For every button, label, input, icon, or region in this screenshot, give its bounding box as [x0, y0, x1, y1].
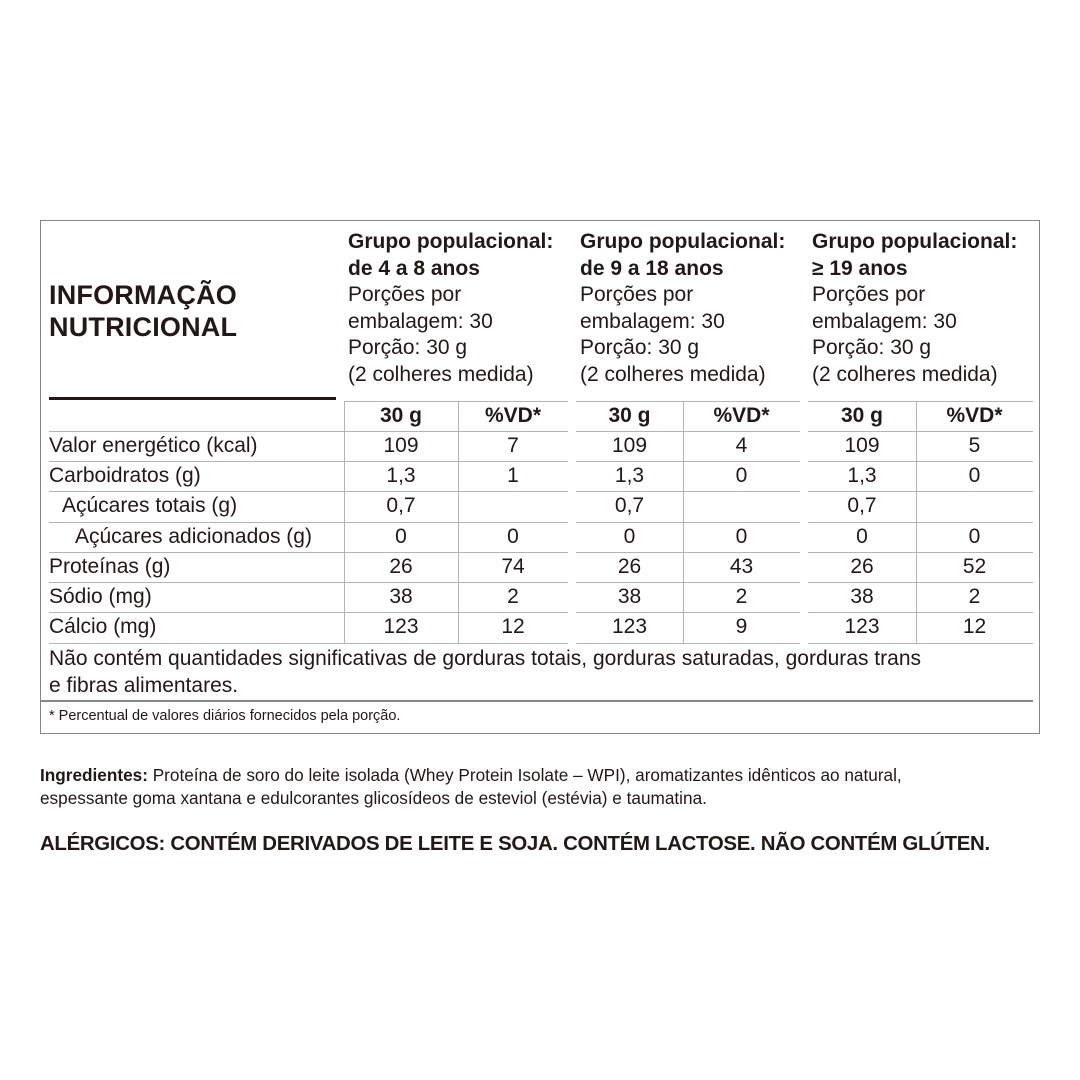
cell-value: 38: [850, 585, 874, 608]
cell-value: 0: [395, 525, 407, 548]
portion: Porção: 30 g: [348, 336, 468, 359]
cell-value: 2: [735, 585, 748, 608]
title-rule: [49, 397, 336, 400]
nutrition-note: [49, 645, 1034, 699]
group-title: Grupo populacional:: [580, 230, 786, 253]
servings-label: Porções por: [812, 283, 926, 306]
cell-value: [916, 491, 1033, 521]
servings-value: embalagem: 30: [580, 309, 725, 333]
cell-value: 4: [735, 434, 748, 457]
cell-value: 0: [623, 525, 636, 548]
footnote: * Percentual de valores diários fornecidos pela porção.: [49, 708, 401, 724]
group-header-19-plus: [812, 229, 1037, 388]
portion: Porção: 30 g: [812, 336, 932, 359]
cell-value: 38: [389, 585, 413, 608]
ingredients-label: Ingredientes:: [40, 765, 148, 785]
cell-value: 0: [507, 525, 519, 548]
col-header-amount: 30 g: [840, 404, 884, 427]
servings-label: Porções por: [348, 283, 462, 306]
row-label: Açúcares totais (g): [62, 494, 238, 517]
col-header-dv: %VD*: [946, 404, 1003, 427]
group-age: de 4 a 8 anos: [348, 256, 480, 280]
row-label: Cálcio (mg): [49, 615, 157, 638]
group-header-4-8: [348, 229, 573, 388]
cell-value: 0: [968, 525, 981, 548]
cell-value: 52: [962, 555, 987, 578]
cell-value: 123: [611, 615, 648, 638]
portion-measure: (2 colheres medida): [812, 362, 998, 386]
note-line-1: Não contém quantidades significativas de gorduras totais, gorduras saturadas, gorduras trans: [49, 647, 921, 670]
col-header-amount: 30 g: [379, 404, 423, 427]
portion-measure: (2 colheres medida): [580, 362, 766, 386]
cell-value: 1,3: [614, 464, 645, 487]
group-header-9-18: [580, 229, 805, 388]
cell-value: 12: [501, 615, 525, 638]
cell-value: 109: [383, 434, 419, 457]
note-line-2: e fibras alimentares.: [49, 674, 239, 697]
portion-measure: (2 colheres medida): [348, 362, 534, 386]
group-age: ≥ 19 anos: [812, 256, 908, 280]
cell-value: 0: [735, 525, 748, 548]
cell-value: 2: [968, 585, 981, 608]
cell-value: 109: [611, 434, 648, 457]
cell-value: 26: [389, 555, 413, 578]
cell-value: 9: [735, 615, 748, 638]
cell-value: 123: [383, 615, 419, 638]
cell-value: 0,7: [614, 494, 645, 517]
cell-value: 5: [968, 434, 981, 457]
group-age: de 9 a 18 anos: [580, 256, 724, 280]
col-header-dv: %VD*: [713, 404, 770, 427]
ingredients-text: [40, 764, 1050, 810]
title-line-2: NUTRICIONAL: [49, 312, 238, 342]
cell-value: [458, 491, 568, 521]
cell-value: 1,3: [386, 464, 416, 487]
footnote-rule: [40, 700, 1033, 702]
cell-value: 109: [844, 434, 880, 457]
servings-value: embalagem: 30: [812, 309, 957, 333]
col-header-amount: 30 g: [608, 404, 651, 427]
ingredients-line-2: espessante goma xantana e edulcorantes glicosídeos de esteviol (estévia) e taumatina.: [40, 788, 707, 808]
cell-value: 7: [507, 434, 519, 457]
servings-value: embalagem: 30: [348, 309, 493, 333]
group-title: Grupo populacional:: [348, 230, 554, 253]
cell-value: [683, 491, 800, 521]
row-label: Carboidratos (g): [49, 464, 201, 487]
row-label: Proteínas (g): [49, 555, 171, 578]
group-title: Grupo populacional:: [812, 230, 1018, 253]
cell-value: 0: [856, 525, 868, 548]
cell-value: 123: [844, 615, 880, 638]
cell-value: 0,7: [386, 494, 416, 517]
portion: Porção: 30 g: [580, 336, 700, 359]
cell-value: 43: [729, 555, 754, 578]
servings-label: Porções por: [580, 283, 694, 306]
cell-value: 0,7: [847, 494, 877, 517]
ingredients-line-1: Proteína de soro do leite isolada (Whey Protein Isolate – WPI), aromatizantes idênticos ao natural,: [147, 765, 902, 785]
row-label: Sódio (mg): [49, 585, 152, 608]
cell-value: 2: [507, 585, 519, 608]
title-line-1: INFORMAÇÃO: [49, 280, 237, 310]
cell-value: 0: [735, 464, 748, 487]
row-label: Valor energético (kcal): [49, 434, 258, 457]
allergens-statement: ALÉRGICOS: CONTÉM DERIVADOS DE LEITE E SOJA. CONTÉM LACTOSE. NÃO CONTÉM GLÚTEN.: [40, 833, 990, 855]
cell-value: 26: [850, 555, 874, 578]
cell-value: 38: [617, 585, 642, 608]
cell-value: 0: [968, 464, 981, 487]
cell-value: 74: [501, 555, 525, 578]
row-label: Açúcares adicionados (g): [75, 525, 312, 548]
nutrition-title: [49, 279, 339, 343]
col-header-dv: %VD*: [484, 404, 542, 427]
cell-value: 1: [507, 464, 519, 487]
cell-value: 12: [962, 615, 987, 638]
cell-value: 26: [617, 555, 642, 578]
cell-value: 1,3: [847, 464, 877, 487]
